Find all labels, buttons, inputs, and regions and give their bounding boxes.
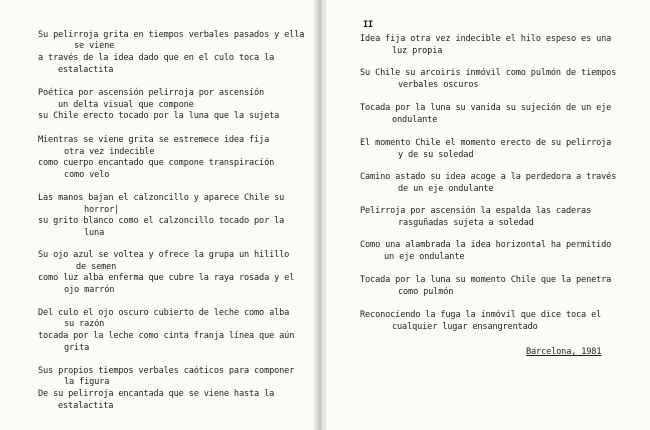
left-column-line: la figura — [64, 377, 110, 387]
left-column-line: su razón — [64, 319, 105, 329]
left-column-line: Poética por ascensión pelirroja por ascensión — [38, 88, 265, 98]
left-column-line: como velo — [64, 170, 110, 180]
left-column-line: tocada por la leche como cinta franja línea que aún — [38, 331, 295, 341]
left-column-line: estalactita — [58, 65, 114, 75]
left-column-line: otra vez indecible — [64, 147, 155, 157]
right-column-line: Como una alambrada la idea horizontal ha permitido — [360, 240, 612, 250]
left-column-line: como luz alba enferma que cubre la raya rosada y el — [38, 273, 295, 283]
left-column-line: Del culo el ojo oscuro cubierto de leche como alba — [38, 308, 290, 318]
left-column-line: a través de la idea dado que en el culo toca la — [38, 53, 275, 63]
right-column-line: Tocada por la luna su momento Chile que la penetra — [360, 275, 612, 285]
right-column-line: rasguñadas sujeta a soledad — [398, 218, 534, 228]
right-column-line: Idea fija otra vez indecible el hilo espeso es una — [360, 34, 612, 44]
right-column-line: un eje ondulante — [384, 252, 465, 262]
left-column-line: luna — [84, 228, 105, 238]
left-column-line: su grito blanco como el calzoncillo tocado por la — [38, 216, 285, 226]
left-column-line: su Chile erecto tocado por la luna que la sujeta — [38, 111, 280, 121]
right-column-line: Su Chile su arcoiris inmóvil como pulmón de tiempos — [360, 68, 617, 78]
left-column-line: De su pelirroja encantada que se viene hasta la — [38, 389, 275, 399]
right-column-line: luz propia — [392, 46, 443, 56]
left-column-line: Sus propios tiempos verbales caóticos para componer — [38, 366, 295, 376]
left-column-line: Su pelirroja grita en tiempos verbales pasados y ella — [38, 30, 305, 40]
left-column-line: ojo marrón — [64, 285, 115, 295]
right-column-line: como pulmón — [398, 287, 454, 297]
right-column-line: II — [363, 20, 374, 30]
right-column-line: Camino astado su idea acoge a la perdedora a través — [360, 172, 617, 182]
left-column-line: Mientras se viene grita se estremece idea fija — [38, 135, 270, 145]
left-column-line: de semen — [76, 262, 117, 272]
page-gutter — [313, 0, 327, 430]
left-column-line: horror| — [84, 205, 120, 215]
left-column-line: estalactita — [58, 401, 114, 411]
right-column-line: cualquier lugar ensangrentado — [392, 322, 538, 332]
right-column-line: y de su soledad — [398, 150, 474, 160]
left-column-line: grita — [64, 343, 90, 353]
left-column-line: Las manos bajan el calzoncillo y aparece Chile su — [38, 193, 285, 203]
right-column-line: El momento Chile el momento erecto de su pelirroja — [360, 138, 612, 148]
right-column-line: Reconociendo la fuga la inmóvil que dice toca el — [360, 310, 602, 320]
right-column-line: Pelirroja por ascensión la espalda las caderas — [360, 206, 592, 216]
right-column-line: verbales oscuros — [398, 80, 479, 90]
right-column-line: de un eje ondulante — [398, 184, 494, 194]
left-column-line: un delta visual que compone — [58, 100, 194, 110]
left-column-line: Su ojo azul se voltea y ofrece la grupa un hilillo — [38, 250, 290, 260]
right-column-line: Barcelona, 1981 — [526, 347, 602, 357]
right-column-line: ondulante — [392, 115, 438, 125]
left-column-line: como cuerpo encantado que compone transpiración — [38, 158, 275, 168]
left-column-line: se viene — [74, 41, 115, 51]
right-column-line: Tocada por la luna su vanida su sujeción de un eje — [360, 103, 612, 113]
